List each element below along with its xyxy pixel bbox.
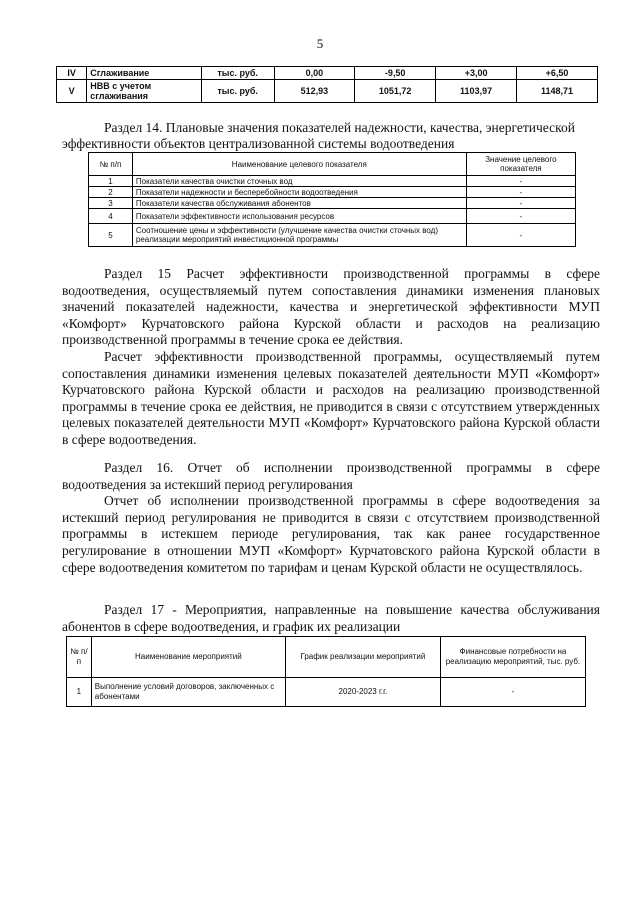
section-16 bbox=[62, 460, 600, 576]
col-header-number: № п/п bbox=[89, 153, 133, 176]
cell-schedule: 2020-2023 г.г. bbox=[285, 678, 440, 707]
table-row bbox=[89, 187, 576, 198]
row-value: 1051,72 bbox=[355, 80, 436, 103]
cell-number: 2 bbox=[89, 187, 133, 198]
table-header-row bbox=[67, 637, 586, 678]
cell-number: 3 bbox=[89, 198, 133, 209]
col-header-finance: Финансовые потребности на реализацию мероприятий, тыс. руб. bbox=[440, 637, 585, 678]
cell-number: 1 bbox=[89, 176, 133, 187]
cell-number: 4 bbox=[89, 209, 133, 224]
cell-title: Показатели надежности и бесперебойности водоотведения bbox=[132, 187, 466, 198]
service-measures-table bbox=[66, 636, 586, 707]
col-header-title: Наименование целевого показателя bbox=[132, 153, 466, 176]
section-15-paragraph-1: Раздел 15 Расчет эффективности производственной программы в сфере водоотведения, осуществляемый путем сопоставления динамики изменения плановых значений показателей надежности, качества и энергетической эффективности МУП «Комфорт» Курчатовского района Курской области и расходов на реализацию производственной программы в течение срока ее действия. bbox=[62, 266, 600, 348]
row-unit: тыс. руб. bbox=[201, 67, 274, 80]
col-header-schedule: График реализации мероприятий bbox=[285, 637, 440, 678]
table-row bbox=[89, 224, 576, 247]
cell-title: Показатели качества обслуживания абонентов bbox=[132, 198, 466, 209]
col-header-event: Наименование мероприятий bbox=[91, 637, 285, 678]
table-header-row bbox=[89, 153, 576, 176]
cell-value: - bbox=[466, 209, 575, 224]
row-value: +6,50 bbox=[517, 67, 598, 80]
section-15 bbox=[62, 266, 600, 449]
table-row bbox=[89, 176, 576, 187]
row-value: +3,00 bbox=[436, 67, 517, 80]
cell-value: - bbox=[466, 224, 575, 247]
cell-title: Показатели качества очистки сточных вод bbox=[132, 176, 466, 187]
section-16-paragraph: Отчет об исполнении производственной программы в сфере водоотведения за истекший период регулирования не приводится в связи с отсутствием производственной программы в истекшем периоде регулирования, так как ранее государственное регулирование в отношении МУП «Комфорт» Курчатовского района Курской области в сфере водоотведения комитетом по тарифам и ценам Курской области не осуществлялось. bbox=[62, 493, 600, 575]
cell-number: 5 bbox=[89, 224, 133, 247]
cell-title: Соотношение цены и эффективности (улучшение качества очистки сточных вод) реализации мероприятий инвестиционной программы bbox=[132, 224, 466, 247]
table-row bbox=[57, 67, 598, 80]
section-17 bbox=[62, 602, 600, 635]
section-16-heading: Раздел 16. Отчет об исполнении производственной программы в сфере водоотведения за истекший период регулирования bbox=[62, 460, 600, 492]
cell-event: Выполнение условий договоров, заключенных с абонентами bbox=[91, 678, 285, 707]
row-value: -9,50 bbox=[355, 67, 436, 80]
table-row bbox=[57, 80, 598, 103]
page-number: 5 bbox=[316, 36, 324, 51]
cell-finance: - bbox=[440, 678, 585, 707]
cell-number: 1 bbox=[67, 678, 92, 707]
row-name: Сглаживание bbox=[87, 67, 202, 80]
table-row bbox=[67, 678, 586, 707]
row-number: V bbox=[57, 80, 87, 103]
target-indicators-table bbox=[88, 152, 576, 247]
col-header-value: Значение целевого показателя bbox=[466, 153, 575, 176]
row-value: 1148,71 bbox=[517, 80, 598, 103]
cell-value: - bbox=[466, 176, 575, 187]
row-value: 0,00 bbox=[274, 67, 355, 80]
section-15-paragraph-2: Расчет эффективности производственной программы, осуществляемый путем сопоставления динамики изменения целевых показателей деятельности МУП «Комфорт» Курчатовского района Курской области и расходов на реализацию производственной программы в течение срока ее действия, не приводится в связи с отсутствием утвержденных целевых показателей деятельности МУП «Комфорт» Курчатовского района Курской области в сфере водоотведения. bbox=[62, 348, 600, 447]
table-row bbox=[89, 209, 576, 224]
smoothing-table bbox=[56, 66, 598, 103]
row-value: 512,93 bbox=[274, 80, 355, 103]
section-14-heading: Раздел 14. Плановые значения показателей надежности, качества, энергетической эффективности объектов централизованной системы водоотведения bbox=[62, 120, 575, 151]
row-unit: тыс. руб. bbox=[201, 80, 274, 103]
cell-value: - bbox=[466, 198, 575, 209]
row-number: IV bbox=[57, 67, 87, 80]
row-value: 1103,97 bbox=[436, 80, 517, 103]
cell-value: - bbox=[466, 187, 575, 198]
row-name: НВВ с учетом сглаживания bbox=[87, 80, 202, 103]
cell-title: Показатели эффективности использования ресурсов bbox=[132, 209, 466, 224]
table-row bbox=[89, 198, 576, 209]
col-header-number: № п/п bbox=[67, 637, 92, 678]
section-17-heading: Раздел 17 - Мероприятия, направленные на повышение качества обслуживания абонентов в сфере водоотведения, и график их реализации bbox=[62, 602, 600, 634]
